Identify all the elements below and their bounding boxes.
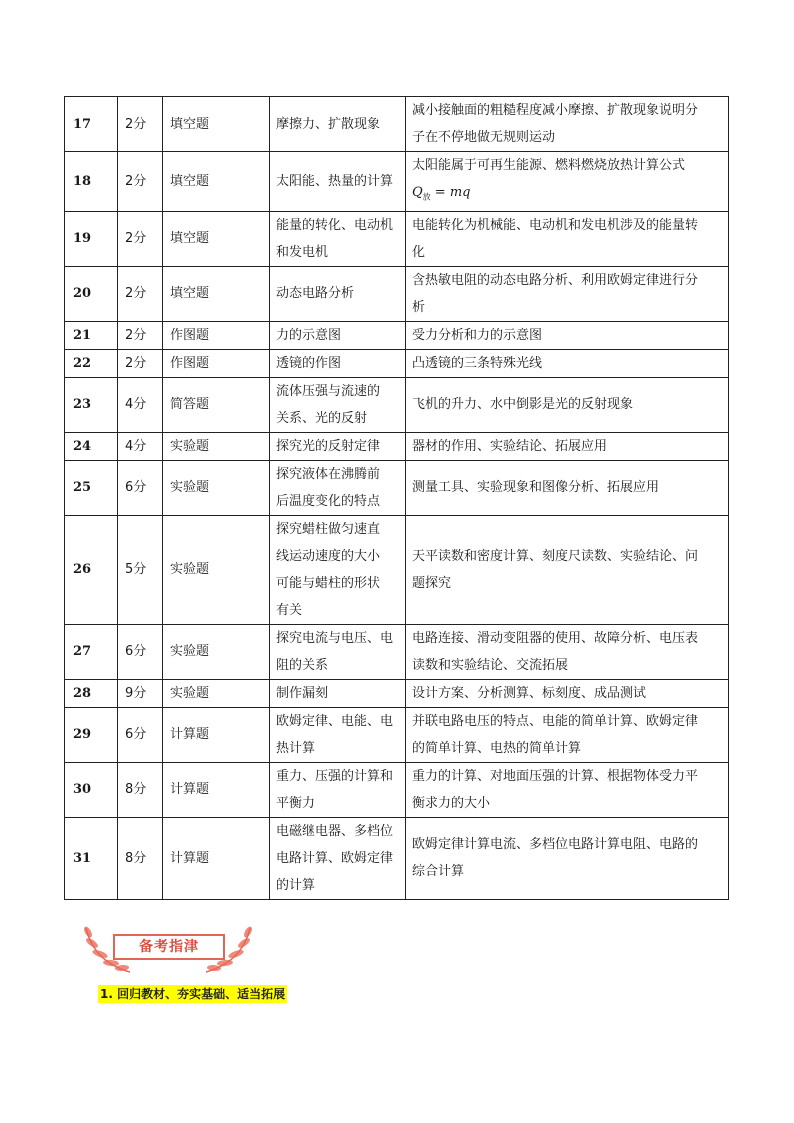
- question-type-cell: 实验题: [163, 460, 270, 515]
- score-cell: 2分: [118, 321, 163, 349]
- topic-cell: [270, 266, 406, 321]
- topic-line: 电路计算、欧姆定律: [276, 850, 394, 866]
- topic-line: 阻的关系: [276, 657, 329, 673]
- table-row: [65, 97, 729, 152]
- content-line: 重力的计算、对地面压强的计算、根据物体受力平: [412, 768, 699, 784]
- topic-line: 摩擦力、扩散现象: [276, 116, 381, 132]
- score-cell: 8分: [118, 817, 163, 899]
- score-cell: 4分: [118, 377, 163, 432]
- content-line: 化: [412, 244, 426, 260]
- content-cell: [406, 152, 729, 212]
- content-line: 的简单计算、电热的简单计算: [412, 740, 582, 756]
- content-cell: [406, 515, 729, 624]
- topic-cell: [270, 817, 406, 899]
- formula-symbol: Q: [412, 185, 423, 200]
- content-line: 天平读数和密度计算、刻度尺读数、实验结论、问: [412, 548, 699, 564]
- topic-cell: [270, 432, 406, 460]
- topic-line: 欧姆定律、电能、电: [276, 713, 394, 729]
- content-cell: [406, 624, 729, 679]
- question-type-cell: 填空题: [163, 97, 270, 152]
- content-line: 含热敏电阻的动态电路分析、利用欧姆定律进行分: [412, 272, 699, 288]
- score-cell: 4分: [118, 432, 163, 460]
- question-number-cell: 25: [65, 460, 118, 515]
- question-number-cell: 26: [65, 515, 118, 624]
- score-cell: 2分: [118, 97, 163, 152]
- content-line: 读数和实验结论、交流拓展: [412, 657, 569, 673]
- content-cell: [406, 211, 729, 266]
- topic-line: 关系、光的反射: [276, 410, 368, 426]
- formula-rest: = mq: [430, 185, 471, 200]
- score-cell: 8分: [118, 762, 163, 817]
- question-type-cell: 实验题: [163, 679, 270, 707]
- content-line: 飞机的升力、水中倒影是光的反射现象: [412, 397, 634, 413]
- topic-line: 制作漏刻: [276, 685, 329, 701]
- question-type-cell: 实验题: [163, 432, 270, 460]
- content-cell: [406, 707, 729, 762]
- question-type-cell: 填空题: [163, 211, 270, 266]
- topic-cell: [270, 97, 406, 152]
- table-row: [65, 321, 729, 349]
- table-row: [65, 266, 729, 321]
- topic-cell: [270, 624, 406, 679]
- topic-line: 平衡力: [276, 795, 316, 811]
- topic-line: 动态电路分析: [276, 286, 355, 302]
- question-number-cell: 31: [65, 817, 118, 899]
- topic-line: 力的示意图: [276, 327, 342, 343]
- topic-line: 热计算: [276, 740, 316, 756]
- topic-line: 探究液体在沸腾前: [276, 466, 381, 482]
- table-row: [65, 377, 729, 432]
- table-row: [65, 817, 729, 899]
- content-line: 凸透镜的三条特殊光线: [412, 355, 543, 371]
- content-cell: [406, 432, 729, 460]
- topic-line: 电磁继电器、多档位: [276, 823, 394, 839]
- content-line: 题探究: [412, 575, 452, 591]
- question-type-cell: 填空题: [163, 266, 270, 321]
- content-line: 欧姆定律计算电流、多档位电路计算电阻、电路的: [412, 837, 699, 853]
- table-row: [65, 762, 729, 817]
- table-row: [65, 679, 729, 707]
- topic-line: 后温度变化的特点: [276, 493, 381, 509]
- content-cell: [406, 321, 729, 349]
- content-line: 减小接触面的粗糙程度减小摩擦、扩散现象说明分: [412, 103, 699, 118]
- topic-cell: [270, 762, 406, 817]
- topic-line: 重力、压强的计算和: [276, 768, 394, 784]
- question-number-cell: 20: [65, 266, 118, 321]
- table-row: [65, 624, 729, 679]
- topic-cell: [270, 211, 406, 266]
- score-cell: 2分: [118, 266, 163, 321]
- heat-formula: [412, 179, 722, 211]
- score-cell: 2分: [118, 211, 163, 266]
- question-number-cell: 28: [65, 679, 118, 707]
- content-cell: [406, 266, 729, 321]
- content-cell: [406, 679, 729, 707]
- content-line: 电能转化为机械能、电动机和发电机涉及的能量转: [412, 217, 699, 233]
- table-row: [65, 460, 729, 515]
- content-line: 器材的作用、实验结论、拓展应用: [412, 438, 608, 454]
- topic-line: 探究光的反射定律: [276, 438, 381, 454]
- content-line: 测量工具、实验现象和图像分析、拓展应用: [412, 480, 660, 496]
- question-type-cell: 计算题: [163, 707, 270, 762]
- question-type-cell: 作图题: [163, 321, 270, 349]
- topic-cell: [270, 679, 406, 707]
- question-number-cell: 17: [65, 97, 118, 152]
- topic-line: 线运动速度的大小: [276, 548, 381, 564]
- topic-line: 和发电机: [276, 244, 329, 260]
- question-type-cell: 填空题: [163, 152, 270, 212]
- topic-line: 透镜的作图: [276, 355, 342, 371]
- question-number-cell: 27: [65, 624, 118, 679]
- question-number-cell: 22: [65, 349, 118, 377]
- score-cell: 6分: [118, 707, 163, 762]
- topic-line: 能量的转化、电动机: [276, 217, 394, 233]
- topic-cell: [270, 707, 406, 762]
- content-line: 衡求力的大小: [412, 795, 491, 811]
- content-line: 子在不停地做无规则运动: [412, 130, 556, 145]
- content-cell: [406, 762, 729, 817]
- content-line: 太阳能属于可再生能源、燃料燃烧放热计算公式: [412, 158, 686, 173]
- topic-line: 探究蜡柱做匀速直: [276, 521, 381, 537]
- topic-cell: [270, 321, 406, 349]
- table-row: [65, 515, 729, 624]
- content-line: 设计方案、分析测算、标刻度、成品测试: [412, 685, 647, 701]
- topic-cell: [270, 515, 406, 624]
- topic-cell: [270, 377, 406, 432]
- topic-line: 太阳能、热量的计算: [276, 173, 394, 189]
- content-line: 综合计算: [412, 864, 465, 880]
- topic-cell: [270, 460, 406, 515]
- topic-cell: [270, 349, 406, 377]
- content-line: 析: [412, 299, 426, 315]
- content-cell: [406, 97, 729, 152]
- score-cell: 6分: [118, 624, 163, 679]
- content-cell: [406, 460, 729, 515]
- question-type-cell: 简答题: [163, 377, 270, 432]
- content-cell: [406, 377, 729, 432]
- content-line: 并联电路电压的特点、电能的简单计算、欧姆定律: [412, 713, 699, 729]
- topic-line: 可能与蜡柱的形状: [276, 575, 381, 591]
- score-cell: 9分: [118, 679, 163, 707]
- exam-analysis-table: [64, 96, 729, 900]
- question-number-cell: 24: [65, 432, 118, 460]
- table-row: [65, 152, 729, 212]
- question-type-cell: 作图题: [163, 349, 270, 377]
- topic-line: 探究电流与电压、电: [276, 630, 394, 646]
- table-body: [65, 97, 729, 900]
- question-number-cell: 30: [65, 762, 118, 817]
- score-cell: 2分: [118, 152, 163, 212]
- topic-line: 有关: [276, 602, 303, 618]
- formula-subscript: 放: [422, 192, 431, 202]
- content-line: 受力分析和力的示意图: [412, 327, 543, 343]
- question-type-cell: 实验题: [163, 515, 270, 624]
- score-cell: 2分: [118, 349, 163, 377]
- score-cell: 6分: [118, 460, 163, 515]
- table-row: [65, 707, 729, 762]
- question-number-cell: 21: [65, 321, 118, 349]
- topic-line: 的计算: [276, 877, 316, 893]
- section-banner-label: 备考指津: [113, 934, 225, 960]
- content-cell: [406, 349, 729, 377]
- question-number-cell: 18: [65, 152, 118, 212]
- question-number-cell: 19: [65, 211, 118, 266]
- question-type-cell: 计算题: [163, 762, 270, 817]
- question-type-cell: 计算题: [163, 817, 270, 899]
- table-row: [65, 211, 729, 266]
- question-number-cell: 23: [65, 377, 118, 432]
- table-row: [65, 349, 729, 377]
- section-subheading: 1. 回归教材、夯实基础、适当拓展: [100, 987, 286, 1001]
- content-cell: [406, 817, 729, 899]
- question-number-cell: 29: [65, 707, 118, 762]
- content-line: 电路连接、滑动变阻器的使用、故障分析、电压表: [412, 630, 699, 646]
- table-row: [65, 432, 729, 460]
- topic-line: 流体压强与流速的: [276, 383, 381, 399]
- topic-cell: [270, 152, 406, 212]
- score-cell: 5分: [118, 515, 163, 624]
- question-type-cell: 实验题: [163, 624, 270, 679]
